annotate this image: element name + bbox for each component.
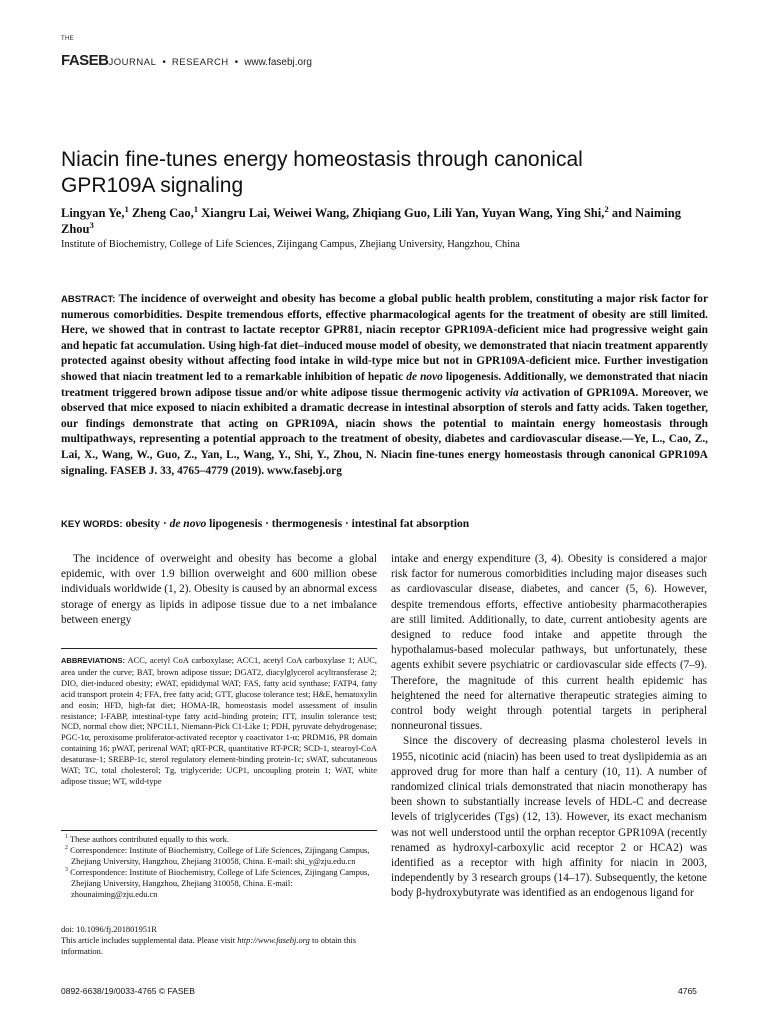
abbrev-bottom-rule xyxy=(61,830,377,831)
keywords: KEY WORDS: obesity · de novo lipogenesis · thermogenesis · intestinal fat absorption xyxy=(61,518,470,530)
abstract-label: ABSTRACT: xyxy=(61,294,116,305)
doi-block xyxy=(61,924,377,957)
body-paragraph: intake and energy expenditure (3, 4). Obesity is considered a major risk factor for numerous comorbidities including major diseases such as cardiovascular disease, diabetes, and cancer (5, 6). However, despite tremendous efforts, effective antiobesity pharmacotherapies are still limited. Additionally, to date, current antiobesity agents are designed to reduce food intake and appetite through the hypothalamus-based molecular pathways, but unfortunately, these agents exhibit severe psychiatric or cardiovascular side effects (7–9). Therefore, the magnitude of this current health epidemic has heightened the need for alternative therapeutic strategies aiming to control body weight through potential targets in peripheral nonneuronal tissues. xyxy=(391,553,707,733)
body-paragraph: Since the discovery of decreasing plasma cholesterol levels in 1955, nicotinic acid (niacin) has been used to treat dyslipidemia as an approved drug for more than half a century (10, 11). A number of randomized clinical trials demonstrated that niacin monotherapy has been shown to substantially increase levels of HDL-C and decrease levels of triglycerides (Tgs) (12, 13). However, its exact mechanism was not well understood until the orphan receptor GPR109A (recently renamed as hydroxyl-carboxylic acid receptor 2 or HCA2) was identified as a receptor with high affinity for niacin in 2003, independently by 3 research groups (14–17). Subsequently, the ketone body β-hydroxybutyrate was identified as an endogenous ligand for xyxy=(391,735,707,900)
body-left-intro: The incidence of overweight and obesity has become a global epidemic, with over 1.9 billion overweight and 600 million obese individuals worldwide (1, 2). Obesity is caused by an abnormal excess storage of energy as lipids in adipose tissue due to a net imbalance between energy xyxy=(61,553,377,626)
abbrev-top-rule xyxy=(61,648,377,649)
doi[interactable]: doi: 10.1096/fj.201801951R xyxy=(61,924,157,934)
footnote-3: $^3$ Correspondence: Institute of Biochemistry, College of Life Sciences, Zijingang Campus, Zhejiang University, Hangzhou, Zhejiang 310058, China. E-mail: zhounaiming@zju.edu.cn xyxy=(65,866,370,899)
affiliation: Institute of Biochemistry, College of Life Sciences, Zijingang Campus, Zhejiang University, Hangzhou, China xyxy=(61,239,520,250)
supplemental-note: This article includes supplemental data. Please visit http://www.fasebj.org to obtain this information. xyxy=(61,934,357,956)
footnote-2: $^2$ Correspondence: Institute of Biochemistry, College of Life Sciences, Zijingang Campus, Zhejiang University, Hangzhou, Zhejiang 310058, China. E-mail: shi_y@zju.edu.cn xyxy=(65,844,370,866)
abbreviations-label: ABBREVIATIONS: xyxy=(61,656,126,665)
footnote-1: $^1$ These authors contributed equally to this work. xyxy=(65,834,230,844)
journal-url[interactable]: www.fasebj.org xyxy=(244,57,312,68)
supplemental-link[interactable]: http://www.fasebj.org xyxy=(237,934,310,945)
keywords-label: KEY WORDS: xyxy=(61,519,123,530)
issn-copyright: 0892-6638/19/0033-4765 © FASEB xyxy=(61,986,195,996)
journal-name: JOURNAL xyxy=(108,57,157,68)
footnotes xyxy=(61,834,377,899)
author-list: Lingyan Ye,$^1$ Zheng Cao,$^1$ Xiangru Lai, Weiwei Wang, Zhiqiang Guo, Lili Yan, Yuyan Wang, Ying Shi,$^2$ and Naiming Zhou$^3$ xyxy=(61,203,681,236)
page-number: 4765 xyxy=(678,986,697,996)
article-title: Niacin fine-tunes energy homeostasis through canonical GPR109A signaling xyxy=(61,148,583,197)
abbreviations: ABBREVIATIONS: ACC, acetyl CoA carboxylase; ACC1, acetyl CoA carboxylase 1; AUC, area under the curve; BAT, brown adipose tissue; DGAT2, diacylglycerol acyltransferase 2; DIO, diet-induced obesity; eWAT, epididymal WAT; FAS, fatty acid synthase; FATP4, fatty acid transport protein 4; FFA, free fatty acid; GTT, glucose tolerance test; H&E, hematoxylin and eosin; HFD, high-fat diet; HOMA-IR, homeostasis model assessment of insulin resistance; I-FABP, intestinal-type fatty acid–binding protein; ITT, insulin tolerance test; NCD, normal chow diet; NPC1L1, Niemann-Pick C1-Like 1; PDH, pyruvate dehydrogenase; PGC-1α, peroxisome proliferator-activated receptor γ coactivator 1-α; PRDM16, PR domain containing 16; pWAT, perirenal WAT; qRT-PCR, quantitative RT-PCR; SCD-1, stearoyl-CoA desaturase-1; SREBP-1c, sterol regulatory element-binding protein-1c; sWAT, subcutaneous WAT; TC, total cholesterol; Tg, triglyceride; UCP1, uncoupling protein 1; WAT, white adipose tissue; WT, wild-type xyxy=(61,655,377,786)
journal-header: FASEBJOURNAL • RESEARCH • www.fasebj.org xyxy=(61,52,312,69)
body-right xyxy=(391,552,707,902)
journal-the-label: THE xyxy=(61,36,74,42)
abstract: ABSTRACT: The incidence of overweight and obesity has become a global public health problem, constituting a major risk factor for numerous comorbidities. Despite tremendous efforts, effective pharmacological agents for the treatment of obesity are still limited. Here, we showed that in contrast to lactate receptor GPR81, niacin receptor GPR109A-deficient mice had progressive weight gain and hepatic fat accumulation. Using high-fat diet–induced mouse model of obesity, we demonstrated that niacin treatment apparently protected against obesity without affecting food intake in wild-type mice but not in GPR109A-deficient mice. Further investigation showed that niacin treatment led to a remarkable inhibition of hepatic de novo lipogenesis. Additionally, we demonstrated that niacin treatment triggered brown adipose tissue and/or white adipose tissue thermogenic activity via activation of GPR109A. Moreover, we observed that mice exposed to niacin exhibited a dramatic decrease in intestinal absorption of sterols and fatty acids. Taken together, our findings demonstrate that acting on GPR109A, niacin shows the potential to maintain energy homeostasis through multipathways, representing a potential approach to the treatment of obesity, diabetes and cardiovascular disease.—Ye, L., Cao, Z., Lai, X., Wang, W., Guo, Z., Yan, L., Wang, Y., Shi, Y., Zhou, N. Niacin fine-tunes energy homeostasis through canonical GPR109A signaling. FASEB J. 33, 4765–4779 (2019). www.fasebj.org xyxy=(61,293,709,477)
section-label: RESEARCH xyxy=(171,57,229,68)
journal-brand: FASEB xyxy=(61,52,109,69)
